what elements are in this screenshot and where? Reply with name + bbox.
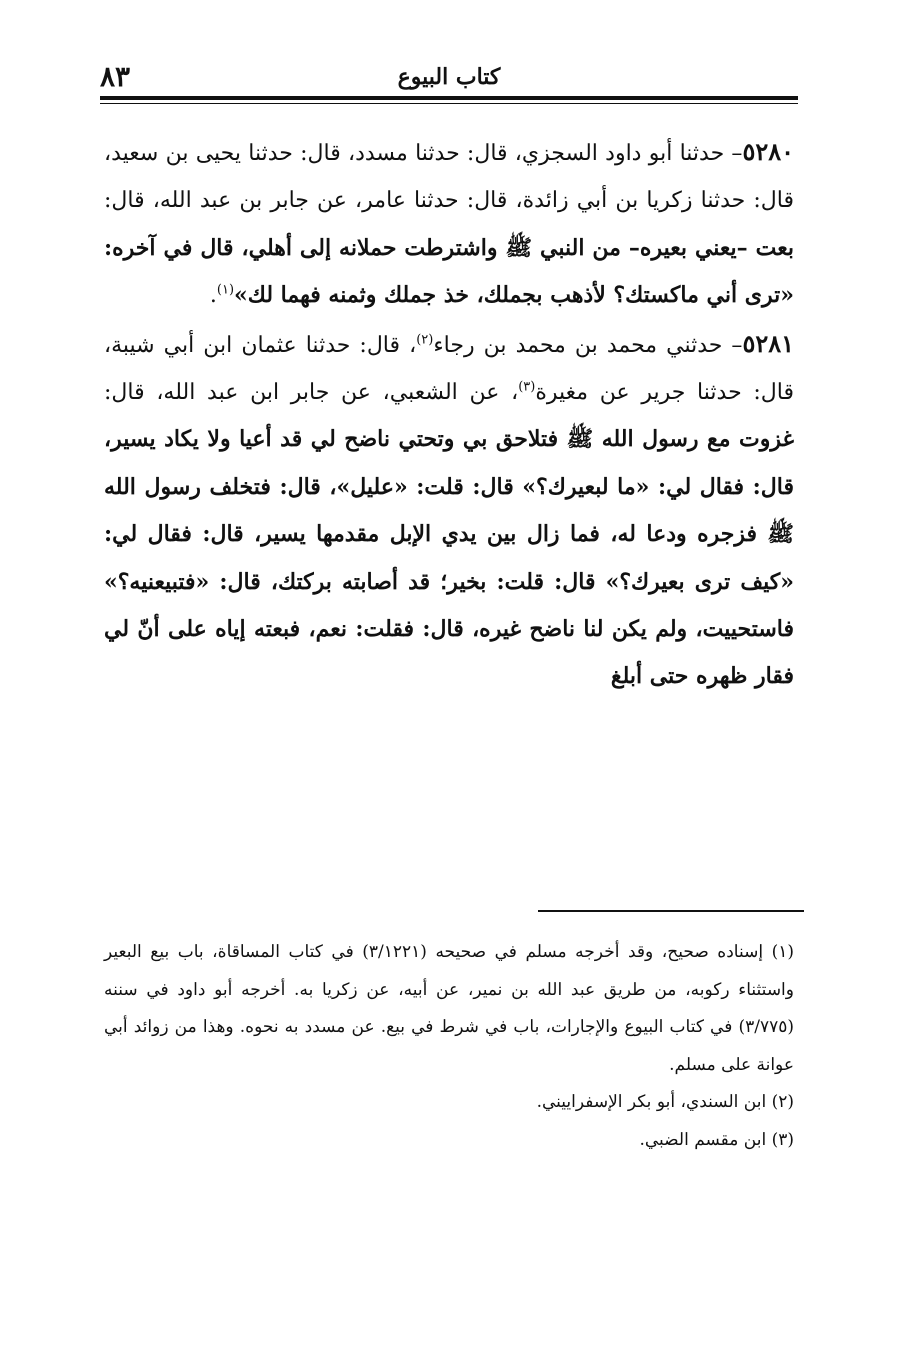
matn-text: بعت –يعني بعيره– من النبي ﷺ واشترطت حملانه إلى أهلي، قال في آخره: «ترى أني ماكستك؟ لأذهب بجملك، خذ جملك وثمنه فهما لك»	[104, 234, 794, 309]
page-number: ٨٣	[100, 60, 131, 93]
hadith-number: ٥٢٨٠	[742, 137, 794, 166]
isnad-text: – حدثنا أبو داود السجزي، قال: حدثنا مسدد، قال: حدثنا يحيى بن سعيد، قال: حدثنا زكريا بن أبي زائدة، قال: حدثنا عامر، عن جابر بن عبد الله، قال:	[104, 141, 794, 214]
isnad-text: ، قال: حدثنا عثمان ابن أبي شيبة، قال: حدثنا جرير عن مغيرة	[104, 332, 794, 406]
isnad-text: ، عن الشعبي، عن جابر ابن عبد الله، قال:	[104, 380, 519, 406]
footnote-ref: (٢)	[416, 332, 434, 348]
footnote-separator	[538, 910, 804, 912]
footnotes	[104, 934, 794, 1159]
footnote-ref: (٣)	[518, 379, 536, 395]
running-header	[100, 62, 798, 100]
header-rule-thin	[100, 103, 798, 104]
footnote: (١) إسناده صحيح، وقد أخرجه مسلم في صحيحه (٣/١٢٢١) في كتاب المساقاة، باب بيع البعير واستثناء ركوبه، من طريق عبد الله بن نمير، عن أبيه، عن زكريا به. أخرجه أبو داود في سننه (٣/٧٧٥) في كتاب البيوع والإجارات، باب في شرط في بيع. عن مسدد به نحوه. وهذا من زوائد أبي عوانة على مسلم.	[104, 942, 794, 1075]
sentence-end: .	[209, 283, 217, 309]
footnote: (٣) ابن مقسم الضبي.	[639, 1129, 794, 1150]
chapter-title: كتاب البيوع	[397, 64, 501, 90]
matn-text: غزوت مع رسول الله ﷺ فتلاحق بي وتحتي ناضح لي قد أعيا ولا يكاد يسير، قال: فقال لي: «ما لبعيرك؟» قال: قلت: «عليل»، قال: فتخلف رسول الله ﷺ فزجره ودعا له، فما زال بين يدي الإبل مقدمها يسير، قال: فقال لي: «كيف ترى بعيرك؟» قال: قلت: بخير؛ قد أصابته بركتك، قال: «فتبيعنيه؟» فاستحييت، ولم يكن لنا ناضح غيره، قال: فقلت: نعم، فبعته إياه على أنّ لي فقار ظهره حتى أبلغ	[104, 426, 794, 690]
hadith-paragraph	[104, 320, 794, 701]
main-text	[104, 128, 794, 701]
hadith-number: ٥٢٨١	[742, 328, 794, 358]
footnote-ref: (١)	[216, 282, 235, 298]
hadith-paragraph	[104, 128, 794, 320]
isnad-text: – حدثني محمد بن محمد بن رجاء	[433, 332, 743, 358]
header-rule-thick	[100, 96, 798, 100]
footnote: (٢) ابن السندي، أبو بكر الإسفراييني.	[536, 1092, 794, 1112]
